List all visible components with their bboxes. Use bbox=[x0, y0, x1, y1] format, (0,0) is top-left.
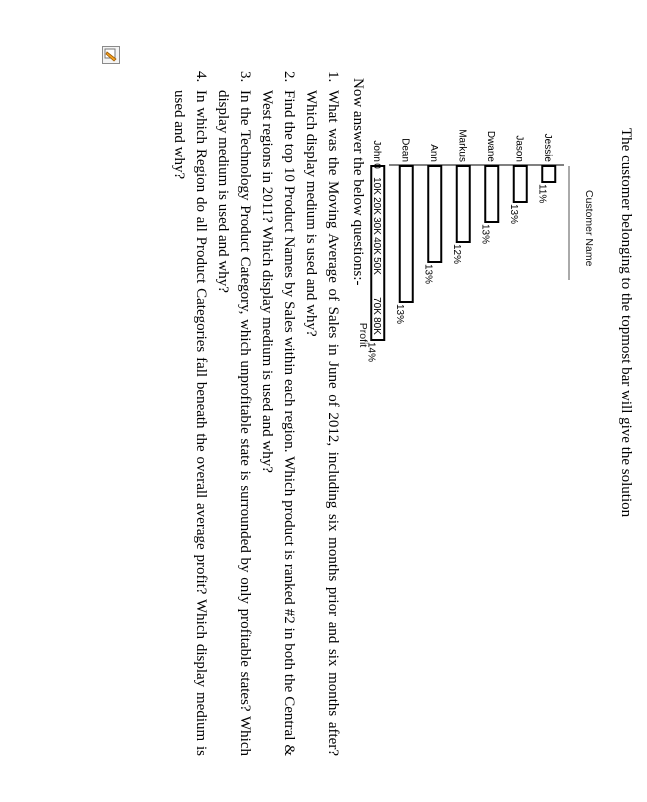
value-tick-label: 30K bbox=[371, 217, 382, 235]
value-tick-label: 10K bbox=[371, 177, 382, 195]
data-label: 13% bbox=[479, 224, 491, 245]
page-heading: The customer belonging to the topmost bar will give the solution bbox=[618, 128, 634, 518]
bar-markus[interactable] bbox=[457, 166, 470, 242]
questions-intro: Now answer the below questions:- bbox=[350, 78, 366, 286]
value-tick-label: 50K bbox=[371, 257, 382, 275]
category-label: Jessie bbox=[541, 133, 553, 162]
data-label: 14% bbox=[365, 342, 377, 363]
data-label: 13% bbox=[422, 264, 434, 285]
bar-dean[interactable] bbox=[400, 166, 413, 302]
category-label: Markus bbox=[456, 129, 468, 162]
question-4: 4. In which Region do all Product Categories fall beneath the overall average profit? Which display medium is used and why? bbox=[168, 86, 211, 756]
bar-dwane[interactable] bbox=[485, 166, 498, 222]
question-1: 1. What was the Moving Average of Sales in June of 2012, including six months prior and six months after? Which display medium is used and why? bbox=[300, 86, 343, 756]
bar-ann[interactable] bbox=[428, 166, 441, 262]
data-label: 13% bbox=[507, 204, 519, 225]
category-label: Dwane bbox=[484, 130, 496, 162]
edit-pencil-icon[interactable] bbox=[102, 46, 120, 64]
value-tick-label: 70K bbox=[371, 297, 382, 315]
value-axis-title: Profit bbox=[357, 322, 369, 348]
profit-bar-chart bbox=[347, 0, 647, 802]
data-label: 13% bbox=[393, 304, 405, 325]
value-tick-label: 20K bbox=[371, 197, 382, 215]
question-2: 2. Find the top 10 Product Names by Sales within each region. Which product is ranked #2 in both the Central & West regions in 2011? Which display medium is used and why? bbox=[256, 86, 299, 756]
value-tick-label: 0 bbox=[371, 163, 382, 169]
category-label: Jason bbox=[513, 135, 525, 162]
data-label: 11% bbox=[536, 184, 548, 204]
category-axis-title: Customer Name bbox=[583, 190, 595, 267]
category-label: Ann bbox=[427, 144, 439, 162]
bar-jessie[interactable] bbox=[542, 166, 555, 182]
questions-list bbox=[167, 66, 343, 756]
value-tick-label: 40K bbox=[371, 237, 382, 255]
bar-jason[interactable] bbox=[514, 166, 527, 202]
category-label: Dean bbox=[399, 138, 411, 162]
question-3: 3. In the Technology Product Category, which unprofitable state is surrounded by only profitable states? Which display medium is used and why? bbox=[212, 86, 255, 756]
value-tick-label: 80K bbox=[371, 317, 382, 335]
category-label: John bbox=[370, 140, 382, 162]
data-label: 12% bbox=[450, 244, 462, 265]
